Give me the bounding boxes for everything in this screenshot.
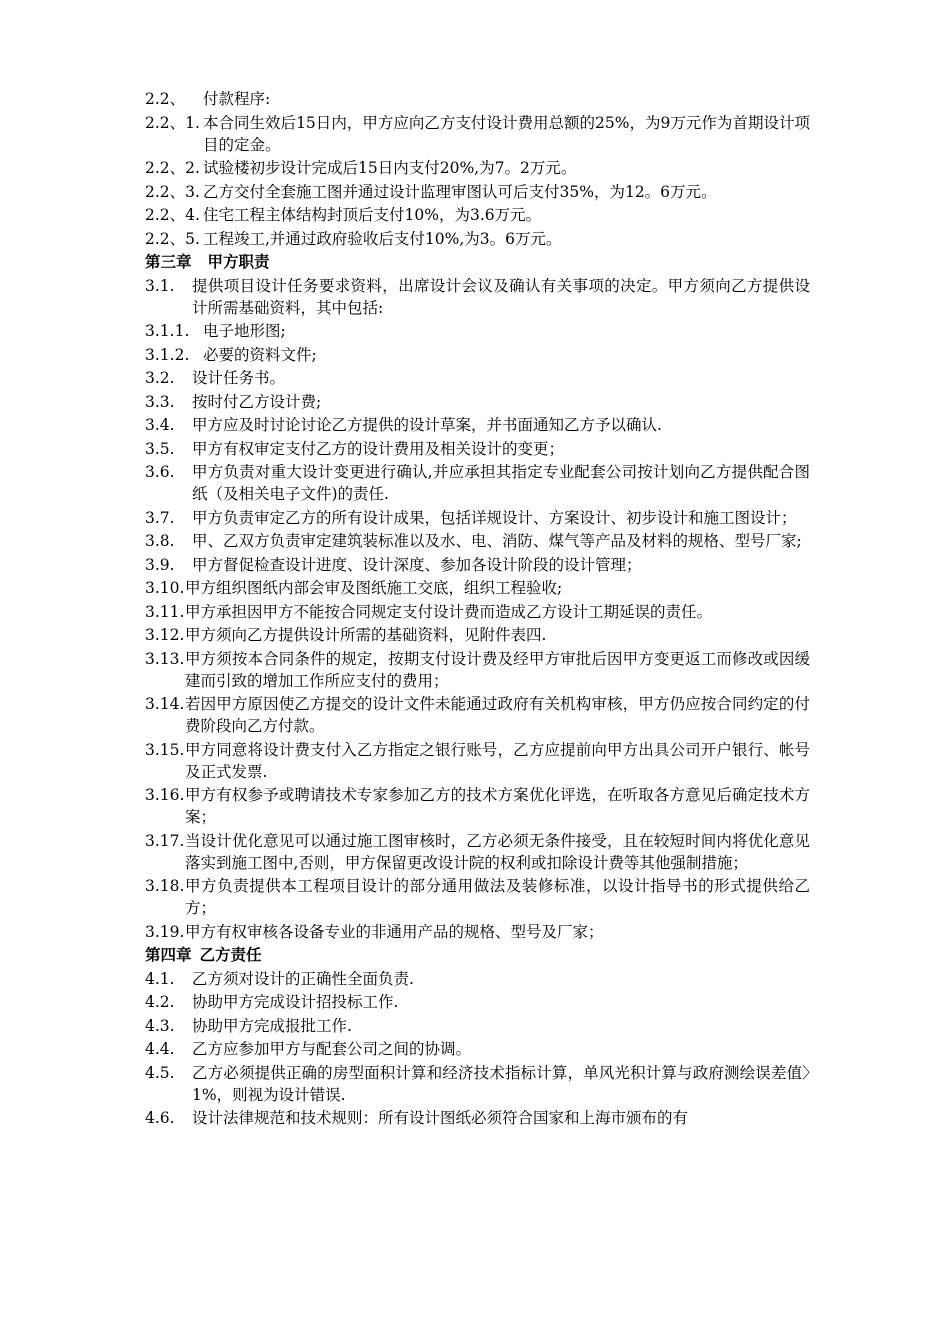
clause (145, 921, 810, 943)
clause-text: 设计法律规范和技术规则：所有设计图纸必须符合国家和上海市颁布的有 (192, 1109, 689, 1127)
clause-number: 3.8. (145, 532, 175, 550)
document-body (145, 88, 810, 1131)
clause-text: 乙方交付全套施工图并通过设计监理审图认可后支付35%，为12。6万元。 (203, 182, 717, 201)
clause-text: 设计任务书。 (192, 369, 286, 387)
clause (145, 875, 810, 919)
clause (145, 648, 810, 692)
clause (145, 391, 810, 413)
clause-number: 3.19. (145, 922, 185, 941)
payment-intro (145, 88, 810, 110)
clause (145, 577, 810, 599)
clause-number: 3.6. (145, 463, 175, 481)
clause-text: 付款程序: (203, 90, 271, 108)
clause-number: 2.2、5. (145, 229, 200, 248)
chapter-label: 第三章 (145, 253, 192, 271)
clause (145, 693, 810, 737)
clause-text: 甲、乙双方负责审定建筑装标准以及水、电、消防、煤气等产品及材料的规格、型号厂家; (192, 532, 802, 550)
clause (145, 1038, 810, 1060)
clause-number: 3.7. (145, 508, 175, 527)
clause-number: 3.15. (145, 740, 185, 759)
clause-number: 4.2. (145, 993, 175, 1011)
clause-text: 甲方督促检查设计进度、设计深度、参加各设计阶段的设计管理； (192, 555, 642, 574)
clause-number: 4.6. (145, 1109, 175, 1127)
clause-number: 2.2、4. (145, 206, 200, 224)
payment-item (145, 112, 810, 156)
chapter-title: 乙方责任 (199, 946, 262, 964)
clause (145, 414, 810, 436)
clause (145, 968, 810, 990)
clause-number: 2.2、1. (145, 113, 200, 132)
clause (145, 461, 810, 505)
clause (145, 507, 810, 529)
clause-text: 乙方必须提供正确的房型面积计算和经济技术指标计算，单风光积计算与政府测绘误差值〉1%，则视为设计错误. (192, 1063, 810, 1104)
clause-text: 电子地形图; (203, 322, 286, 340)
clause-text: 按时付乙方设计费; (192, 392, 322, 411)
clause-text: 甲方负责审定乙方的所有设计成果，包括详规设计、方案设计、初步设计和施工图设计； (192, 508, 797, 527)
clause (145, 367, 810, 389)
clause (145, 991, 810, 1013)
clause (145, 601, 810, 623)
clause-text: 甲方负责对重大设计变更进行确认,并应承担其指定专业配套公司按计划向乙方提供配合图纸（及相关电子文件)的责任. (192, 463, 810, 503)
clause (145, 530, 810, 552)
clause-number: 3.11. (145, 602, 185, 621)
clause-number: 3.2. (145, 369, 175, 387)
clause-text: 甲方有权参予或聘请技术专家参加乙方的技术方案优化评选，在听取各方意见后确定技术方案； (185, 786, 810, 826)
clause (145, 830, 810, 874)
clause (145, 320, 810, 342)
clause-number: 3.5. (145, 439, 175, 458)
chapter-label: 第四章 (145, 946, 192, 964)
chapter-4-heading (145, 944, 810, 966)
clause-number: 3.1. (145, 276, 175, 295)
clause-text: 甲方组织图纸内部会审及图纸施工交底，组织工程验收; (185, 579, 563, 597)
clause-number: 2.2、3. (145, 182, 200, 201)
clause-text: 甲方承担因甲方不能按合同规定支付设计费而造成乙方设计工期延误的责任。 (185, 602, 713, 621)
clause (145, 344, 810, 366)
clause-text: 若因甲方原因使乙方提交的设计文件未能通过政府有关机构审核，甲方仍应按合同约定的付费阶段向乙方付款。 (185, 695, 810, 735)
clause-number: 2.2、 (145, 90, 186, 108)
clause (145, 438, 810, 460)
clause-number: 3.1.1. (145, 322, 190, 340)
clause-text: 甲方负责提供本工程项目设计的部分通用做法及装修标准，以设计指导书的形式提供给乙方； (185, 877, 810, 917)
clause-text: 工程竣工,并通过政府验收后支付10%,为3。6万元。 (203, 229, 562, 248)
payment-item (145, 181, 810, 203)
clause-text: 本合同生效后15日内，甲方应向乙方支付设计费用总额的25%，为9万元作为首期设计项目的定金。 (203, 113, 810, 154)
clause-text: 试验楼初步设计完成后15日内支付20%,为7。2万元。 (203, 159, 577, 177)
clause-text: 乙方应参加甲方与配套公司之间的协调。 (192, 1040, 472, 1058)
clause (145, 624, 810, 646)
clause-number: 3.16. (145, 786, 185, 804)
clause-number: 4.3. (145, 1016, 175, 1035)
clause (145, 1107, 810, 1129)
clause (145, 784, 810, 828)
clause-number: 3.9. (145, 555, 175, 574)
clause-number: 4.5. (145, 1063, 175, 1082)
clause-number: 4.1. (145, 969, 175, 988)
clause-number: 2.2、2. (145, 159, 200, 177)
payment-item (145, 204, 810, 226)
clause-text: 当设计优化意见可以通过施工图审核时，乙方必须无条件接受，且在较短时间内将优化意见落实到施工图中,否则，甲方保留更改设计院的权利或扣除设计费等其他强制措施； (185, 831, 810, 872)
clause-number: 3.12. (145, 626, 185, 644)
clause-text: 协助甲方完成设计招投标工作. (192, 993, 399, 1011)
clause-text: 甲方有权审核各设备专业的非通用产品的规格、型号及厂家； (185, 922, 604, 941)
clause-text: 甲方应及时讨论讨论乙方提供的设计草案，并书面通知乙方予以确认. (192, 416, 662, 434)
clause-text: 甲方有权审定支付乙方的设计费用及相关设计的变更； (192, 439, 565, 458)
clause (145, 1015, 810, 1037)
clause-number: 3.1.2. (145, 345, 190, 364)
clause-text: 住宅工程主体结构封顶后支付10%，为3.6万元。 (203, 206, 542, 224)
clause-text: 甲方须向乙方提供设计所需的基础资料，见附件表四. (185, 626, 547, 644)
clause (145, 1062, 810, 1106)
chapter-title: 甲方职责 (207, 253, 270, 271)
clause-number: 3.17. (145, 831, 185, 850)
payment-item (145, 228, 810, 250)
chapter-3-heading (145, 251, 810, 273)
clause-text: 提供项目设计任务要求资料，出席设计会议及确认有关事项的决定。甲方须向乙方提供设计所需基础资料，其中包括: (192, 276, 810, 317)
clause-number: 4.4. (145, 1040, 175, 1058)
clause-number: 3.14. (145, 695, 185, 713)
payment-item (145, 157, 810, 179)
clause-text: 乙方须对设计的正确性全面负责. (192, 969, 414, 988)
clause-text: 甲方须按本合同条件的规定，按期支付设计费及经甲方审批后因甲方变更返工而修改或因缓建而引致的增加工作所应支付的费用； (185, 649, 810, 690)
clause-number: 3.10. (145, 579, 185, 597)
clause (145, 739, 810, 783)
clause (145, 275, 810, 319)
clause-number: 3.4. (145, 416, 175, 434)
clause-text: 协助甲方完成报批工作. (192, 1016, 352, 1035)
clause-text: 必要的资料文件; (203, 345, 317, 364)
clause (145, 554, 810, 576)
clause-number: 3.18. (145, 877, 185, 895)
clause-text: 甲方同意将设计费支付入乙方指定之银行账号，乙方应提前向甲方出具公司开户银行、帐号及正式发票. (185, 740, 810, 781)
clause-number: 3.13. (145, 649, 185, 668)
clause-number: 3.3. (145, 392, 175, 411)
